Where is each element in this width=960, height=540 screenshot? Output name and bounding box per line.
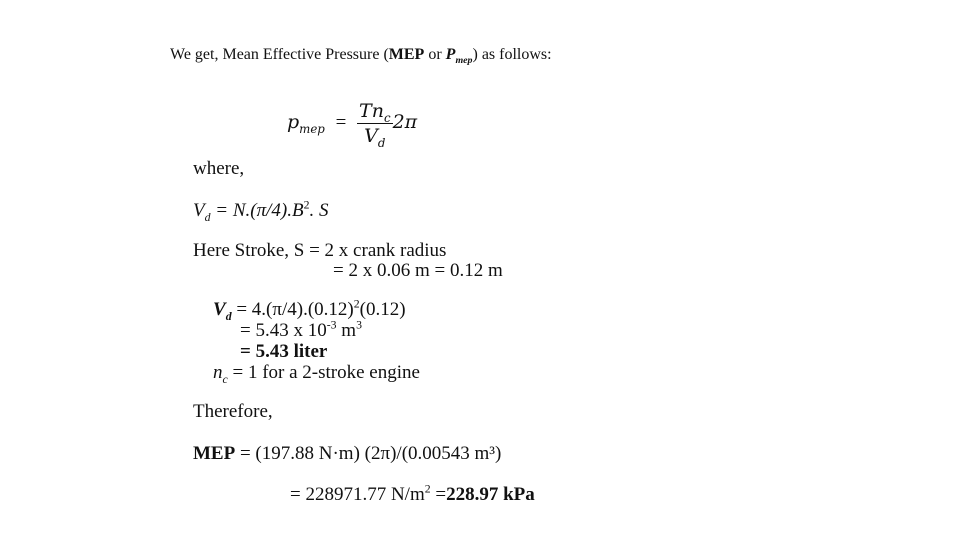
intro-prefix: We get, Mean Effective Pressure ( [170, 46, 389, 63]
stroke-line-2: = 2 x 0.06 m = 0.12 m [333, 260, 503, 281]
vd-definition: $V_d = N.(\pi/4).B^2$. S [193, 198, 329, 224]
vd-calc-line-1: $V_d = 4.(\pi/4).(0.12)^2(0.12)$ [213, 297, 406, 323]
formula-lhs: $p_{mep}$ [287, 110, 325, 136]
nc-line: $n_c = 1$ for a 2-stroke engine [213, 362, 420, 386]
formula-denominator: $V_d$ [364, 125, 386, 150]
formula-numerator: $Tn_c$ [359, 100, 391, 125]
mep-abbrev: MEP [388, 46, 425, 63]
formula-equals: = [335, 111, 347, 133]
intro-or: or [424, 46, 446, 63]
mep-calc-line: MEP = (197.88 N·m) (2π)/(0.00543 m³) [193, 443, 502, 464]
mep-result-value: 228.97 kPa [446, 484, 535, 505]
stroke-line-1: Here Stroke, S = 2 x crank radius [193, 240, 447, 261]
mep-result-line: = 228971.77 $N/m^2 =228.97$ kPa [290, 482, 535, 505]
mep-formula [287, 100, 418, 150]
formula-fraction [357, 100, 393, 150]
vd-calc-line-2: = 5.43 x $10^{-3}$ $m^3$ [240, 318, 362, 341]
formula-factor: 2π [392, 110, 418, 133]
therefore-label: Therefore, [193, 401, 273, 422]
p-mep-symbol: $P_{mep}$ [445, 46, 473, 67]
where-label: where, [193, 158, 245, 179]
intro-suffix: ) as follows: [472, 46, 552, 63]
intro-line [170, 46, 552, 67]
vd-calc-line-3: = 5.43 liter [240, 341, 328, 362]
